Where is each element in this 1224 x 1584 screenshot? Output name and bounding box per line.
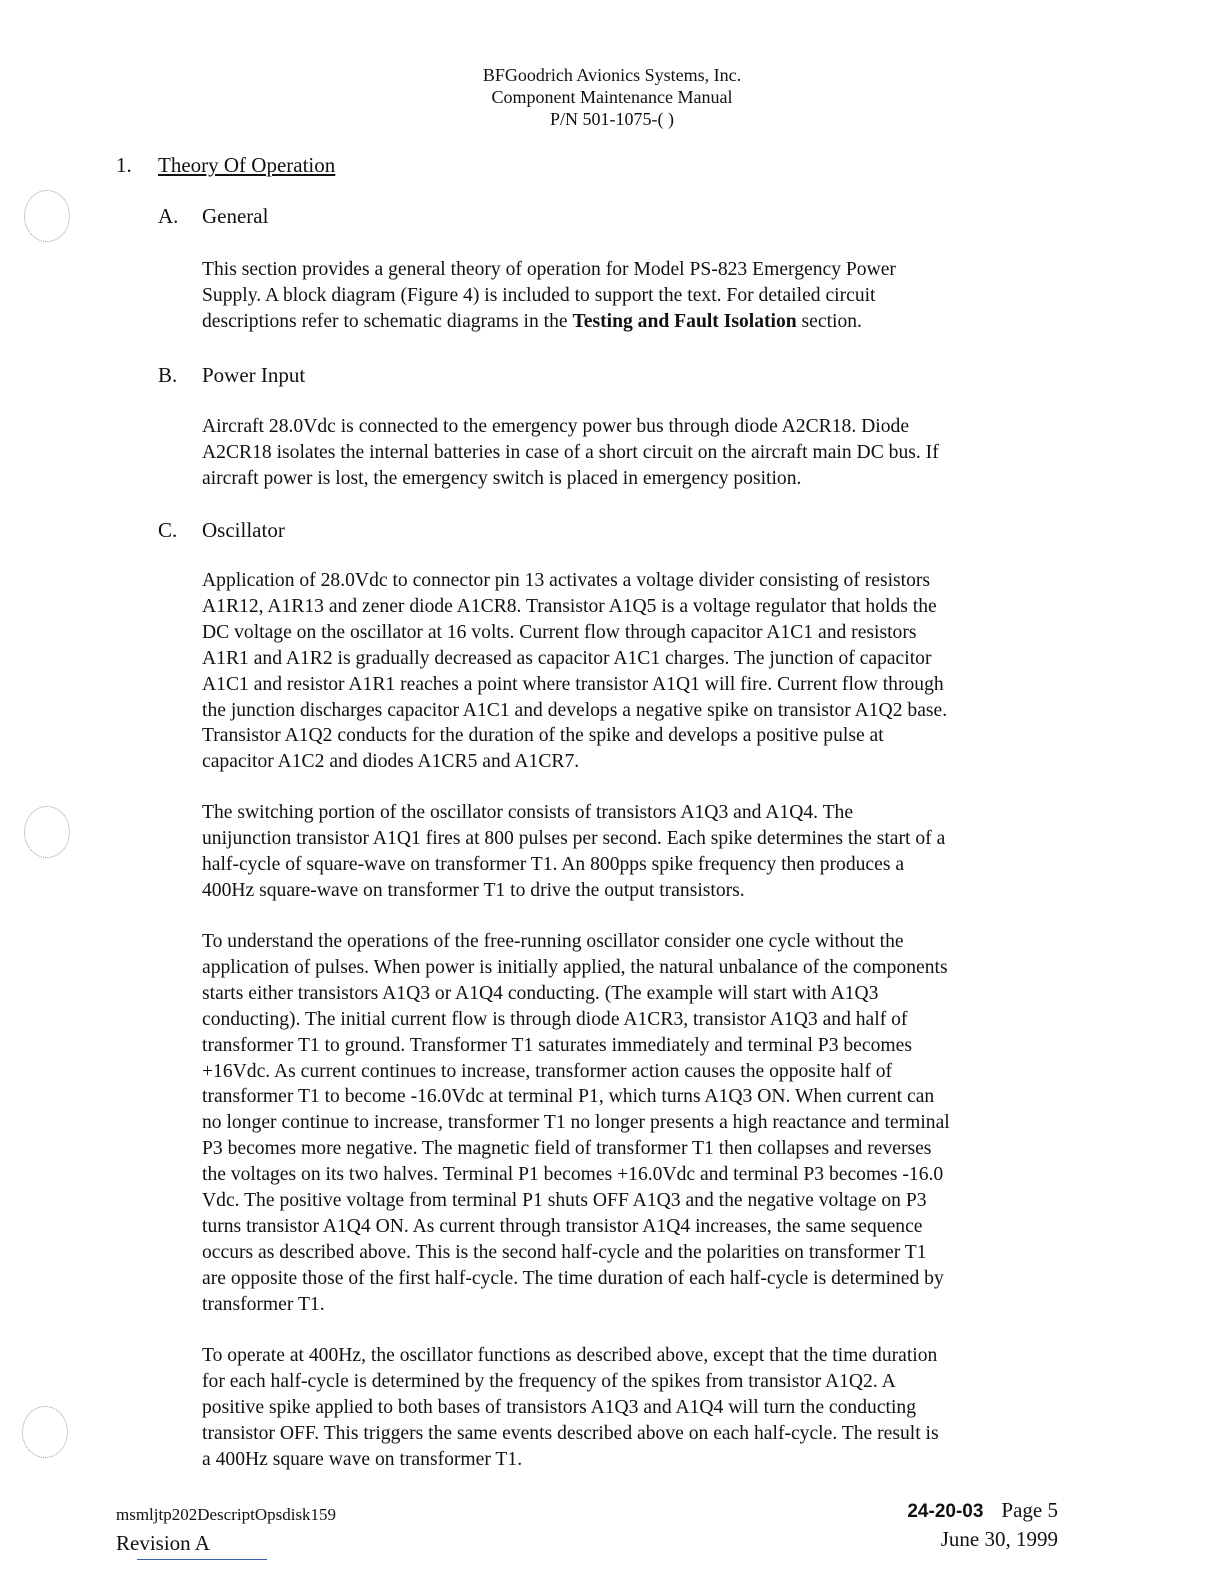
punch-hole-mark	[22, 1406, 68, 1458]
subsection-heading-oscillator	[158, 517, 285, 543]
paragraph-oscillator-1	[202, 568, 1070, 775]
text-line: Transistor A1Q2 conducts for the duration of the spike and develops a positive pulse at	[202, 725, 884, 747]
text-line: +16Vdc. As current continues to increase, transformer action causes the opposite half of	[202, 1060, 893, 1082]
subsection-heading-general	[158, 203, 268, 229]
section-heading	[116, 152, 335, 178]
text-line: aircraft power is lost, the emergency switch is placed in emergency position.	[202, 467, 802, 489]
section-number: 1.	[116, 153, 132, 177]
subsection-letter: C.	[158, 518, 178, 542]
text-line: capacitor A1C2 and diodes A1CR5 and A1CR7.	[202, 751, 580, 773]
text-line: To understand the operations of the free-running oscillator consider one cycle without the	[202, 931, 904, 952]
punch-hole-mark	[24, 190, 70, 242]
header-company: BFGoodrich Avionics Systems, Inc.	[482, 65, 742, 85]
text-line: starts either transistors A1Q3 or A1Q4 conducting. (The example will start with A1Q3	[202, 982, 879, 1004]
header-part-number: P/N 501-1075-( )	[550, 109, 674, 129]
text-line: Application of 28.0Vdc to connector pin 13 activates a voltage divider consisting of resistors	[202, 570, 931, 591]
text-line: for each half-cycle is determined by the frequency of the spikes from transistor A1Q2. A	[202, 1370, 896, 1392]
text-line: transformer T1.	[202, 1293, 325, 1315]
text-line: transformer T1 to become -16.0Vdc at terminal P1, which turns A1Q3 ON. When current can	[202, 1086, 935, 1108]
bold-section-reference: Testing and Fault Isolation	[572, 310, 797, 332]
page-footer-left	[116, 1505, 336, 1557]
text-line: transformer T1 to ground. Transformer T1 saturates immediately and terminal P3 becomes	[202, 1034, 912, 1056]
paragraph-oscillator-2	[202, 800, 1070, 904]
text-line	[202, 309, 1070, 335]
subsection-letter: A.	[158, 204, 179, 228]
text-line: the junction discharges capacitor A1C1 and develops a negative spike on transistor A1Q2 base.	[202, 699, 948, 721]
text-line: are opposite those of the first half-cycle. The time duration of each half-cycle is determined by	[202, 1267, 944, 1289]
text-line: unijunction transistor A1Q1 fires at 800 pulses per second. Each spike determines the start of a	[202, 827, 946, 849]
page-header	[0, 64, 1224, 130]
text-run: descriptions refer to schematic diagrams in the	[202, 310, 573, 332]
header-manual: Component Maintenance Manual	[491, 87, 733, 107]
subsection-heading-power-input	[158, 362, 305, 388]
text-line: A1C1 and resistor A1R1 reaches a point where transistor A1Q1 will fire. Current flow through	[202, 673, 944, 695]
text-line: A2CR18 isolates the internal batteries in case of a short circuit on the aircraft main DC bus. If	[202, 441, 939, 463]
footer-page-number: Page 5	[1001, 1498, 1058, 1522]
text-line: the voltages on its two halves. Terminal P1 becomes +16.0Vdc and terminal P3 becomes -16.0	[202, 1164, 944, 1186]
text-line: turns transistor A1Q4 ON. As current through transistor A1Q4 increases, the same sequence	[202, 1215, 923, 1237]
paragraph-general	[202, 257, 1070, 335]
subsection-title: General	[202, 204, 269, 228]
text-line: A1R12, A1R13 and zener diode A1CR8. Transistor A1Q5 is a voltage regulator that holds the	[202, 595, 937, 617]
footer-doc-code: 24-20-03	[907, 1501, 984, 1522]
text-line: a 400Hz square wave on transformer T1.	[202, 1448, 523, 1470]
text-line: half-cycle of square-wave on transformer T1. An 800pps spike frequency then produces a	[202, 853, 905, 875]
text-line: A1R1 and A1R2 is gradually decreased as capacitor A1C1 charges. The junction of capacitor	[202, 647, 932, 669]
text-line: DC voltage on the oscillator at 16 volts. Current flow through capacitor A1C1 and resistors	[202, 621, 917, 643]
punch-hole-mark	[24, 806, 70, 858]
text-line: The switching portion of the oscillator consists of transistors A1Q3 and A1Q4. The	[202, 802, 854, 823]
text-line: To operate at 400Hz, the oscillator functions as described above, except that the time duration	[202, 1345, 938, 1366]
text-line: occurs as described above. This is the second half-cycle and the polarities on transformer T1	[202, 1241, 927, 1263]
text-line: 400Hz square-wave on transformer T1 to drive the output transistors.	[202, 879, 745, 901]
text-line: Vdc. The positive voltage from terminal P1 shuts OFF A1Q3 and the negative voltage on P3	[202, 1190, 927, 1212]
subsection-title: Power Input	[202, 363, 306, 387]
text-line: positive spike applied to both bases of transistors A1Q3 and A1Q4 will turn the conducting	[202, 1396, 916, 1418]
text-run: section.	[796, 310, 862, 332]
footer-file-name: msmljtp202DescriptOpsdisk159	[116, 1505, 337, 1524]
text-line: application of pulses. When power is initially applied, the natural unbalance of the components	[202, 956, 948, 978]
text-line: P3 becomes more negative. The magnetic field of transformer T1 then collapses and reverses	[202, 1138, 932, 1160]
text-line: Supply. A block diagram (Figure 4) is included to support the text. For detailed circuit	[202, 284, 876, 306]
footer-rule-line	[137, 1559, 267, 1560]
text-line: transistor OFF. This triggers the same events described above on each half-cycle. The result is	[202, 1422, 939, 1444]
paragraph-oscillator-3	[202, 929, 1070, 1318]
footer-revision: Revision A	[116, 1531, 210, 1555]
subsection-letter: B.	[158, 363, 178, 387]
text-line: Aircraft 28.0Vdc is connected to the emergency power bus through diode A2CR18. Diode	[202, 416, 910, 437]
subsection-title: Oscillator	[202, 518, 285, 542]
text-line: no longer continue to increase, transformer T1 no longer presents a high reactance and terminal	[202, 1112, 950, 1134]
page-footer-right	[880, 1498, 1058, 1553]
paragraph-power-input	[202, 414, 1070, 492]
text-line: conducting). The initial current flow is through diode A1CR3, transistor A1Q3 and half of	[202, 1008, 908, 1030]
paragraph-oscillator-4	[202, 1343, 1070, 1473]
text-line: This section provides a general theory of operation for Model PS-823 Emergency Power	[202, 259, 896, 280]
section-title: Theory Of Operation	[158, 153, 336, 177]
footer-date: June 30, 1999	[940, 1527, 1058, 1551]
